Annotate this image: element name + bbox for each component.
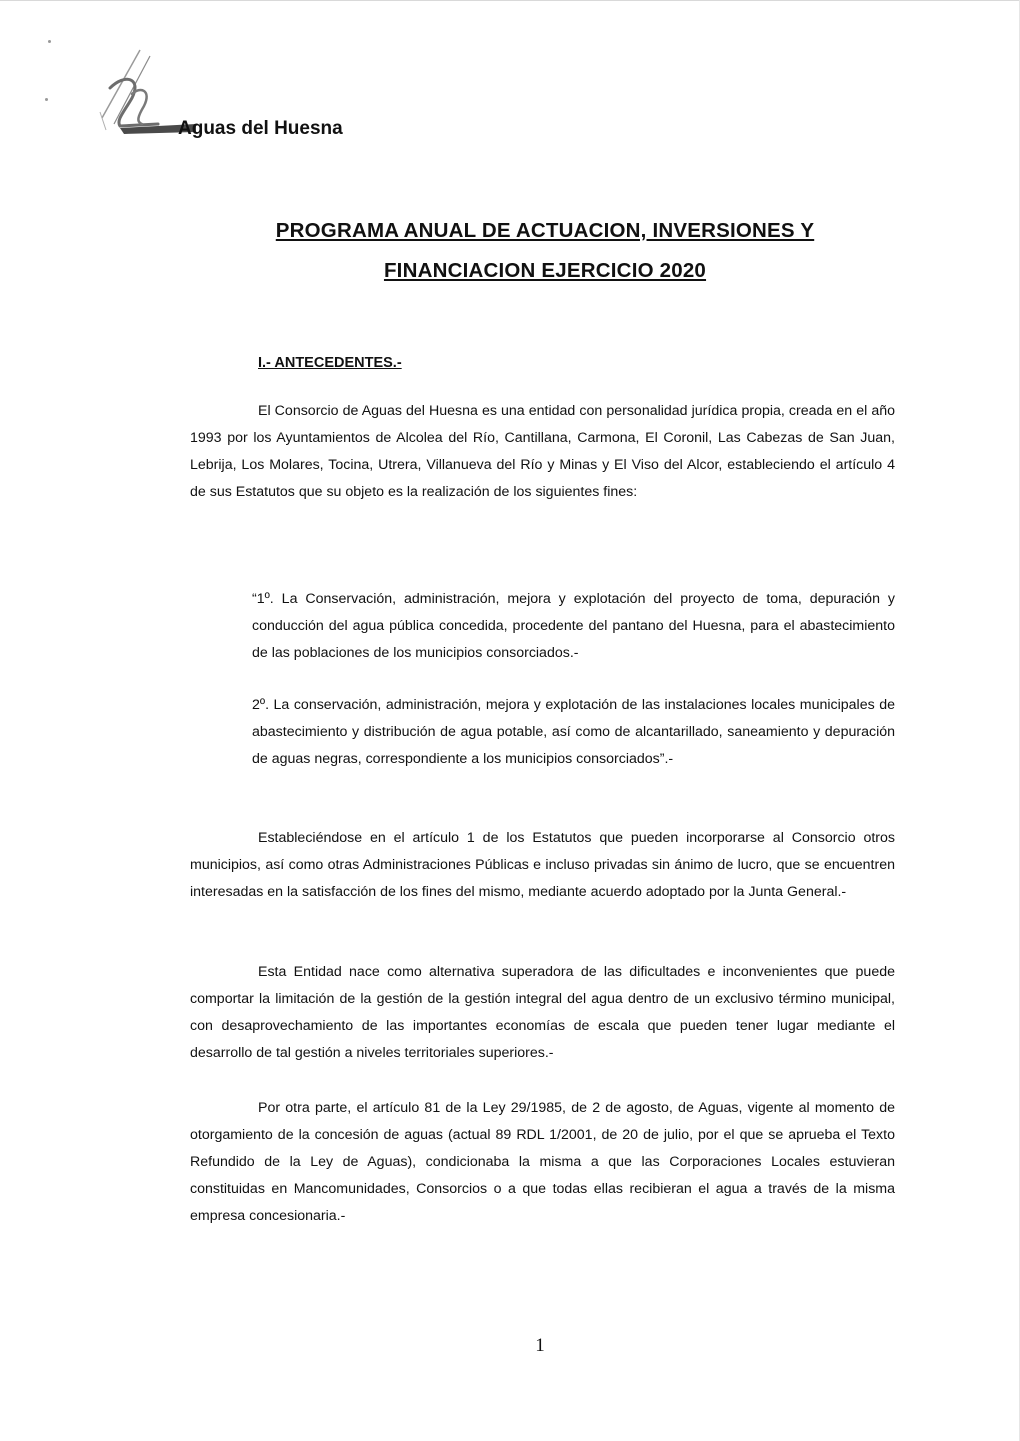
paragraph-estatutos: Estableciéndose en el artículo 1 de los Estatutos que pueden incorporarse al Consorcio otros municipios, así como otras Administraciones Públicas e incluso privadas sin ánimo de lucro, que se encuentren interesadas en la satisfacción de los fines del mismo, mediante acuerdo adoptado por la Junta General.- [190,830,895,900]
scan-speck [48,40,51,43]
paragraph-entidad: Esta Entidad nace como alternativa superadora de las dificultades e inconvenientes que puede comportar la limitación de la gestión de la gestión integral del agua dentro de un exclusivo término municipal, con desaprovechamiento de las importantes economías de escala que pueden tener lugar mediante el desarrollo de tal gestión a niveles territoriales superiores.- [190,964,895,1061]
page-number: 1 [535,1335,545,1356]
document-title-line-1: PROGRAMA ANUAL DE ACTUACION, INVERSIONES Y [275,219,815,242]
letterhead [60,48,460,148]
quoted-aim-2: 2º. La conservación, administración, mejora y explotación de las instalaciones locales municipales de abastecimiento y distribución de agua potable, así como de alcantarillado, saneamiento y depuración de aguas negras, correspondiente a los municipios consorciados”.- [252,697,895,767]
section-heading: I.- ANTECEDENTES.- [258,355,402,371]
page-edge-top [0,0,1020,1]
paragraph-antecedentes: El Consorcio de Aguas del Huesna es una entidad con personalidad jurídica propia, creada en el año 1993 por los Ayuntamientos de Alcolea del Río, Cantillana, Carmona, El Coronil, Las Cabezas de San Juan, Lebrija, Los Molares, Tocina, Utrera, Villanueva del Río y Minas y El Viso del Alcor, estableciendo el artículo 4 de sus Estatutos que su objeto es la realización de los siguientes fines: [190,403,895,500]
quoted-aim-1: “1º. La Conservación, administración, mejora y explotación del proyecto de toma, depuración y conducción del agua pública concedida, procedente del pantano del Huesna, para el abastecimiento de las poblaciones de los municipios consorciados.- [252,591,895,661]
paragraph-ley-aguas: Por otra parte, el artículo 81 de la Ley 29/1985, de 2 de agosto, de Aguas, vigente al momento de otorgamiento de la concesión de aguas (actual 89 RDL 1/2001, de 20 de julio, por el que se aprueba el Texto Refundido de la Ley de Aguas), condicionaba la misma a que las Corporaciones Locales estuvieran constituidas en Mancomunidades, Consorcios o a que todas ellas recibieran el agua a través de la misma empresa concesionaria.- [190,1100,895,1224]
scan-speck [45,98,48,101]
document-title-line-2: FINANCIACION EJERCICIO 2020 [383,259,707,282]
organization-name: Aguas del Huesna [178,118,343,139]
